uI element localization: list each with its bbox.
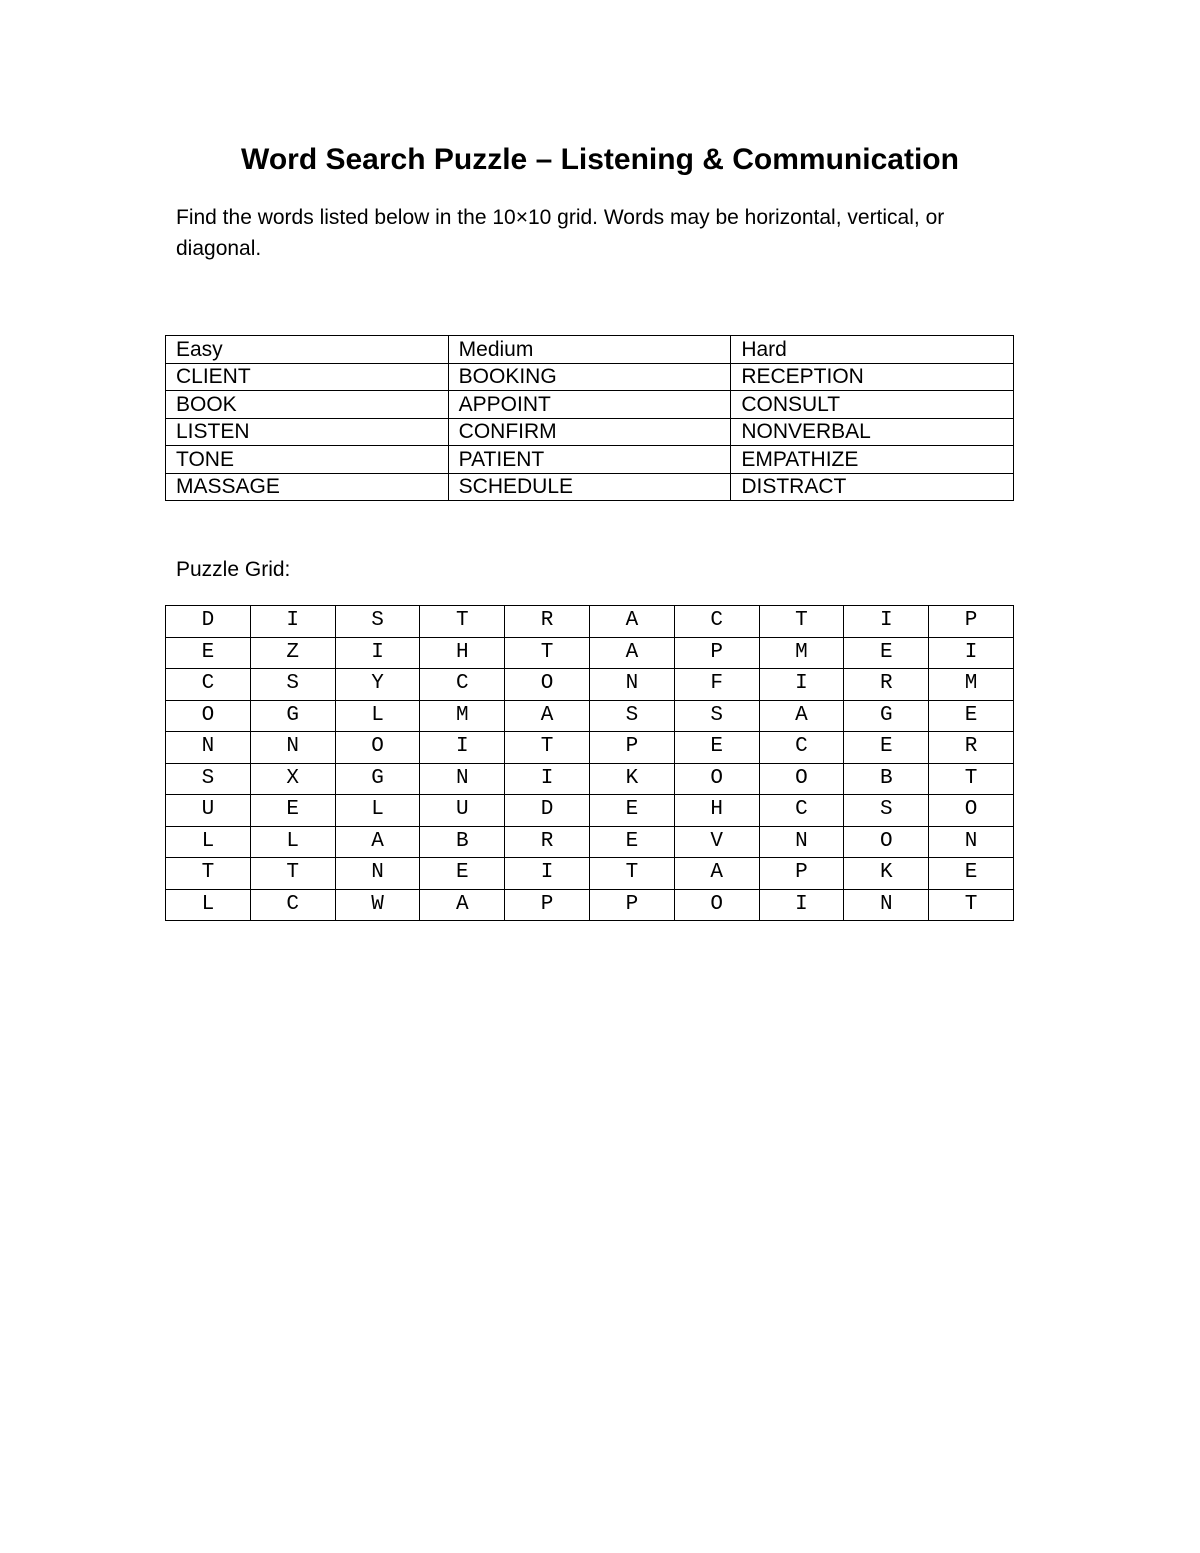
word-cell: BOOK	[166, 391, 449, 419]
word-table-row	[166, 418, 1014, 446]
puzzle-letter-cell: I	[759, 889, 844, 921]
puzzle-letter-cell: A	[505, 700, 590, 732]
puzzle-letter-cell: O	[674, 889, 759, 921]
word-list-table	[165, 335, 1014, 501]
puzzle-letter-cell: A	[589, 637, 674, 669]
puzzle-letter-cell: I	[420, 732, 505, 764]
puzzle-letter-cell: T	[250, 858, 335, 890]
puzzle-letter-cell: F	[674, 669, 759, 701]
word-cell: APPOINT	[448, 391, 731, 419]
word-cell: SCHEDULE	[448, 473, 731, 501]
puzzle-letter-cell: T	[505, 732, 590, 764]
word-cell: CLIENT	[166, 363, 449, 391]
puzzle-letter-cell: A	[335, 826, 420, 858]
word-table-row	[166, 446, 1014, 474]
puzzle-letter-cell: T	[166, 858, 251, 890]
puzzle-grid-label: Puzzle Grid:	[176, 558, 291, 581]
puzzle-grid-row	[166, 669, 1014, 701]
puzzle-letter-cell: S	[250, 669, 335, 701]
puzzle-letter-cell: R	[844, 669, 929, 701]
puzzle-letter-cell: G	[335, 763, 420, 795]
puzzle-letter-cell: A	[759, 700, 844, 732]
puzzle-letter-cell: S	[844, 795, 929, 827]
puzzle-letter-cell: M	[420, 700, 505, 732]
puzzle-letter-cell: E	[420, 858, 505, 890]
difficulty-header: Medium	[448, 336, 731, 364]
puzzle-letter-cell: O	[929, 795, 1014, 827]
puzzle-grid-row	[166, 606, 1014, 638]
puzzle-letter-cell: A	[674, 858, 759, 890]
puzzle-letter-cell: N	[250, 732, 335, 764]
puzzle-letter-cell: P	[589, 889, 674, 921]
puzzle-letter-cell: C	[420, 669, 505, 701]
puzzle-letter-cell: M	[759, 637, 844, 669]
puzzle-letter-cell: E	[929, 700, 1014, 732]
puzzle-letter-cell: O	[759, 763, 844, 795]
puzzle-letter-cell: T	[505, 637, 590, 669]
puzzle-letter-cell: G	[250, 700, 335, 732]
word-cell: PATIENT	[448, 446, 731, 474]
puzzle-letter-cell: E	[250, 795, 335, 827]
puzzle-letter-cell: C	[250, 889, 335, 921]
instructions-text: Find the words listed below in the 10×10 grid. Words may be horizontal, vertical, or diagonal.	[176, 206, 945, 260]
puzzle-letter-cell: W	[335, 889, 420, 921]
puzzle-letter-cell: I	[335, 637, 420, 669]
puzzle-letter-cell: D	[166, 606, 251, 638]
puzzle-letter-cell: T	[589, 858, 674, 890]
puzzle-letter-cell: B	[420, 826, 505, 858]
puzzle-letter-cell: U	[166, 795, 251, 827]
puzzle-letter-cell: S	[166, 763, 251, 795]
puzzle-letter-cell: L	[166, 889, 251, 921]
puzzle-letter-cell: C	[166, 669, 251, 701]
word-cell: MASSAGE	[166, 473, 449, 501]
puzzle-letter-cell: E	[844, 732, 929, 764]
puzzle-letter-cell: N	[929, 826, 1014, 858]
puzzle-letter-cell: B	[844, 763, 929, 795]
difficulty-header: Hard	[731, 336, 1014, 364]
word-cell: BOOKING	[448, 363, 731, 391]
puzzle-letter-cell: P	[505, 889, 590, 921]
puzzle-letter-cell: T	[759, 606, 844, 638]
puzzle-letter-cell: S	[335, 606, 420, 638]
puzzle-grid	[165, 605, 1014, 921]
word-table-row	[166, 473, 1014, 501]
page-title: Word Search Puzzle – Listening & Communication	[241, 143, 959, 176]
puzzle-letter-cell: P	[589, 732, 674, 764]
puzzle-grid-row	[166, 700, 1014, 732]
puzzle-letter-cell: S	[589, 700, 674, 732]
puzzle-letter-cell: C	[674, 606, 759, 638]
puzzle-letter-cell: I	[759, 669, 844, 701]
word-cell: CONSULT	[731, 391, 1014, 419]
puzzle-letter-cell: L	[335, 795, 420, 827]
puzzle-letter-cell: G	[844, 700, 929, 732]
puzzle-grid-row	[166, 826, 1014, 858]
puzzle-letter-cell: Y	[335, 669, 420, 701]
puzzle-letter-cell: L	[250, 826, 335, 858]
puzzle-letter-cell: K	[589, 763, 674, 795]
puzzle-grid-row	[166, 795, 1014, 827]
puzzle-letter-cell: S	[674, 700, 759, 732]
puzzle-letter-cell: E	[589, 795, 674, 827]
puzzle-letter-cell: D	[505, 795, 590, 827]
puzzle-letter-cell: V	[674, 826, 759, 858]
puzzle-letter-cell: O	[844, 826, 929, 858]
puzzle-letter-cell: H	[420, 637, 505, 669]
puzzle-letter-cell: O	[674, 763, 759, 795]
puzzle-grid-row	[166, 858, 1014, 890]
puzzle-letter-cell: E	[166, 637, 251, 669]
word-cell: TONE	[166, 446, 449, 474]
puzzle-letter-cell: O	[166, 700, 251, 732]
puzzle-letter-cell: R	[505, 606, 590, 638]
word-cell: EMPATHIZE	[731, 446, 1014, 474]
word-cell: NONVERBAL	[731, 418, 1014, 446]
puzzle-letter-cell: T	[929, 889, 1014, 921]
puzzle-letter-cell: T	[420, 606, 505, 638]
puzzle-grid-row	[166, 889, 1014, 921]
word-cell: RECEPTION	[731, 363, 1014, 391]
puzzle-letter-cell: N	[335, 858, 420, 890]
puzzle-letter-cell: E	[674, 732, 759, 764]
puzzle-letter-cell: U	[420, 795, 505, 827]
puzzle-letter-cell: L	[335, 700, 420, 732]
puzzle-letter-cell: N	[420, 763, 505, 795]
puzzle-letter-cell: E	[589, 826, 674, 858]
puzzle-letter-cell: M	[929, 669, 1014, 701]
puzzle-letter-cell: R	[505, 826, 590, 858]
puzzle-letter-cell: E	[844, 637, 929, 669]
puzzle-letter-cell: I	[844, 606, 929, 638]
word-table-row	[166, 391, 1014, 419]
puzzle-letter-cell: L	[166, 826, 251, 858]
puzzle-letter-cell: I	[929, 637, 1014, 669]
puzzle-letter-cell: O	[335, 732, 420, 764]
puzzle-grid-row	[166, 763, 1014, 795]
puzzle-letter-cell: H	[674, 795, 759, 827]
puzzle-letter-cell: I	[250, 606, 335, 638]
word-table-header-row	[166, 336, 1014, 364]
puzzle-letter-cell: P	[674, 637, 759, 669]
word-cell: CONFIRM	[448, 418, 731, 446]
puzzle-letter-cell: C	[759, 795, 844, 827]
word-cell: DISTRACT	[731, 473, 1014, 501]
puzzle-letter-cell: P	[929, 606, 1014, 638]
puzzle-letter-cell: X	[250, 763, 335, 795]
word-table-row	[166, 363, 1014, 391]
puzzle-letter-cell: A	[589, 606, 674, 638]
difficulty-header: Easy	[166, 336, 449, 364]
puzzle-letter-cell: I	[505, 763, 590, 795]
puzzle-letter-cell: N	[166, 732, 251, 764]
puzzle-letter-cell: A	[420, 889, 505, 921]
puzzle-letter-cell: N	[759, 826, 844, 858]
puzzle-letter-cell: T	[929, 763, 1014, 795]
puzzle-letter-cell: K	[844, 858, 929, 890]
puzzle-grid-row	[166, 637, 1014, 669]
puzzle-letter-cell: P	[759, 858, 844, 890]
puzzle-letter-cell: N	[844, 889, 929, 921]
puzzle-letter-cell: Z	[250, 637, 335, 669]
puzzle-letter-cell: E	[929, 858, 1014, 890]
word-cell: LISTEN	[166, 418, 449, 446]
puzzle-letter-cell: I	[505, 858, 590, 890]
puzzle-letter-cell: C	[759, 732, 844, 764]
puzzle-grid-row	[166, 732, 1014, 764]
puzzle-letter-cell: O	[505, 669, 590, 701]
puzzle-letter-cell: R	[929, 732, 1014, 764]
puzzle-letter-cell: N	[589, 669, 674, 701]
